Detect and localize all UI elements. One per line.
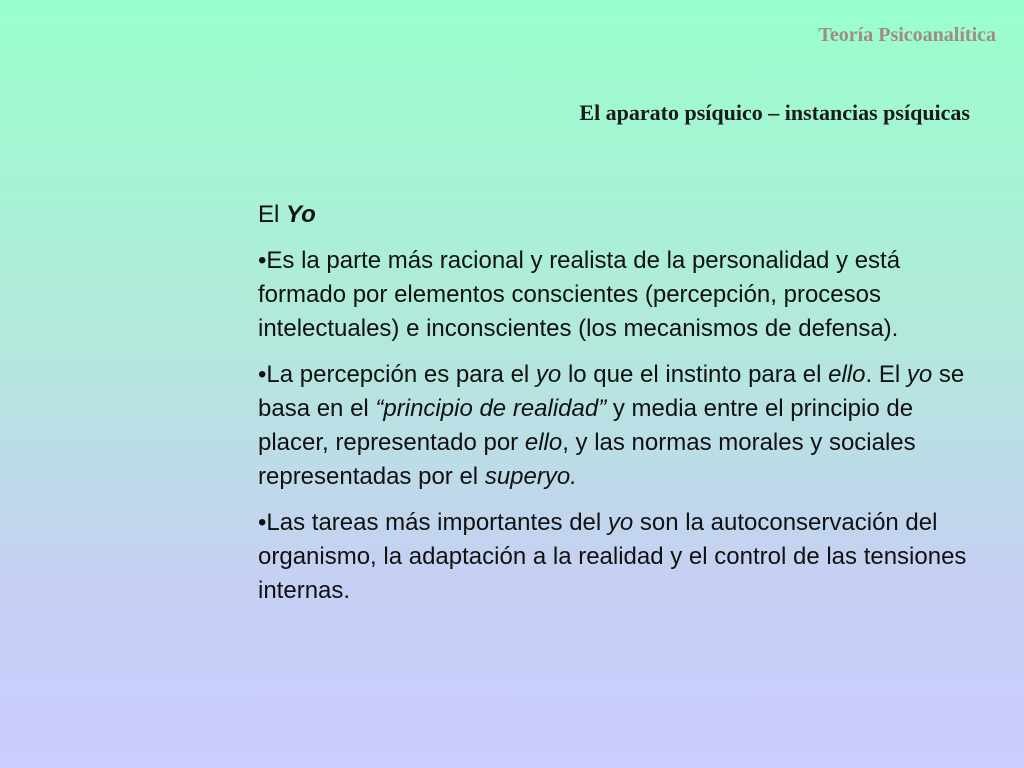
bullet-2-italic-6: superyo. [484,463,577,490]
bullet-2-italic-3: yo [906,361,933,388]
bullet-2-text-4: se basa en el [258,361,965,422]
bullet-2-text-1: La percepción es para el [266,361,536,388]
header-label: Teoría Psicoanalítica [818,24,996,46]
bullet-item-1 [258,244,978,346]
slide-title: El aparato psíquico – instancias psíquicas [579,100,970,125]
bullet-2-text-3: . El [865,361,907,388]
bullet-list [258,244,978,608]
section-heading-prefix: El [258,201,287,228]
bullet-2-italic-2: ello [828,361,866,388]
bullet-marker: • [258,247,267,274]
bullet-3-italic-1: yo [607,509,634,536]
bullet-2-italic-1: yo [535,361,562,388]
bullet-2-italic-5: ello [524,429,563,456]
bullet-3-text-1: Las tareas más importantes del [266,509,608,536]
bullet-2-text-5: y media entre el principio de placer, representado por [258,395,914,456]
bullet-marker: • [258,509,267,536]
bullet-2-text-6: , y las normas morales y sociales representadas por el [258,429,916,490]
bullet-marker: • [258,361,267,388]
bullet-item-2 [258,358,978,494]
bullet-2-text-2: lo que el instinto para el [561,361,829,388]
bullet-3-text-2: son la autoconservación del organismo, la adaptación a la realidad y el control de las tensiones internas. [258,509,967,604]
slide-body [258,198,978,620]
bullet-1-text-1: Es la parte más racional y realista de la personalidad y está formado por elementos conscientes (percepción, procesos intelectuales) e inconscientes (los mecanismos de defensa). [258,247,901,342]
bullet-2-italic-4: “principio de realidad” [375,395,607,422]
section-heading-term: Yo [286,201,316,228]
bullet-item-3 [258,506,978,608]
section-heading [258,198,978,232]
